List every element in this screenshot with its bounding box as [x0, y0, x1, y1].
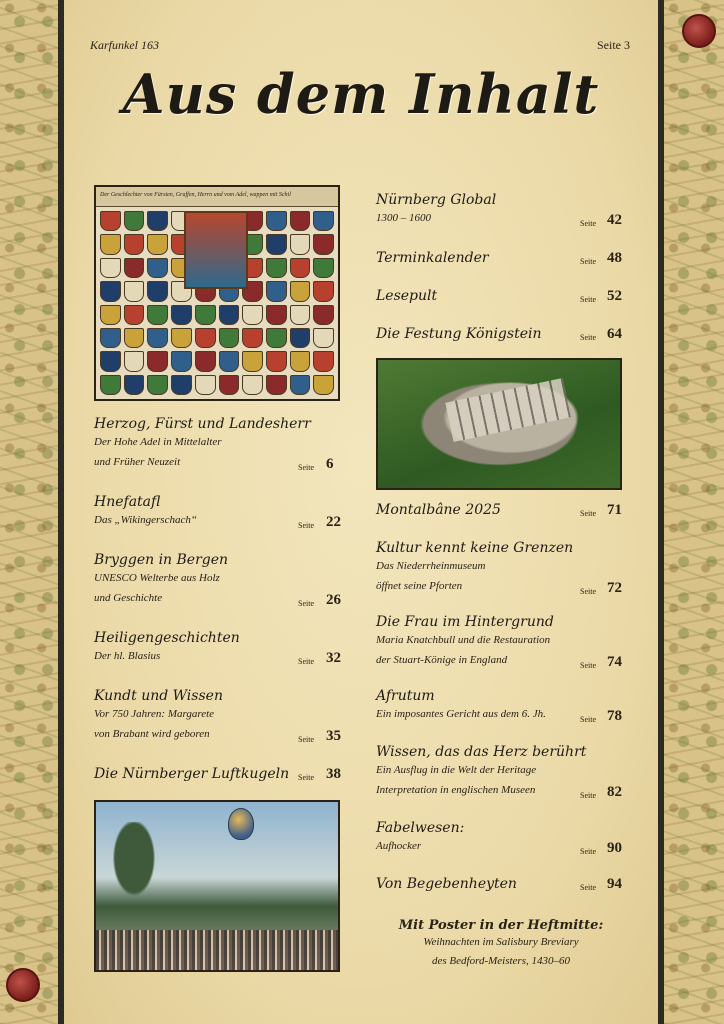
page-ref: 35 [326, 728, 341, 744]
shield-icon [266, 234, 287, 254]
toc-entry[interactable] [376, 614, 626, 670]
toc-entry-subtitle: der Stuart-Könige in England [376, 654, 508, 666]
toc-entry[interactable] [376, 326, 626, 342]
shield-icon [242, 351, 263, 371]
shield-icon [266, 328, 287, 348]
toc-entry-title: Fabelwesen: [376, 820, 465, 836]
shield-icon [124, 234, 145, 254]
page-label: Seite [298, 463, 314, 472]
page-ref: 90 [607, 840, 622, 856]
toc-entry-title: Herzog, Fürst und Landesherr [94, 416, 311, 432]
page-label: Seite [580, 587, 596, 596]
toc-entry[interactable] [94, 630, 344, 666]
shield-icon [124, 211, 145, 231]
toc-entry-title: Heiligengeschichten [94, 630, 240, 646]
shield-icon [313, 234, 334, 254]
shield-icon [100, 328, 121, 348]
toc-entry-title: Montalbâne 2025 [376, 502, 501, 518]
shield-icon [195, 328, 216, 348]
shield-icon [290, 258, 311, 278]
page-ref: 32 [326, 650, 341, 666]
shield-icon [147, 375, 168, 395]
tree [104, 822, 164, 912]
shield-icon [195, 351, 216, 371]
toc-entry-title: Die Nürnberger Luftkugeln [94, 766, 290, 782]
shield-icon [313, 281, 334, 301]
shield-icon [313, 258, 334, 278]
shield-icon [147, 258, 168, 278]
shield-icon [171, 351, 192, 371]
shield-icon [219, 351, 240, 371]
shield-icon [147, 351, 168, 371]
page-ref: 42 [607, 212, 622, 228]
coats-of-arms-image [94, 185, 340, 401]
shield-icon [100, 305, 121, 325]
page-ref: 22 [326, 514, 341, 530]
shield-icon [195, 375, 216, 395]
poster-title: Mit Poster in der Heftmitte: [398, 918, 604, 933]
shield-icon [100, 258, 121, 278]
page-ref: 26 [326, 592, 341, 608]
shield-icon [313, 328, 334, 348]
shield-icon [219, 305, 240, 325]
toc-entry-subtitle: Ein imposantes Gericht aus dem 6. Jh. [376, 708, 546, 720]
shield-icon [290, 305, 311, 325]
shield-icon [147, 305, 168, 325]
shield-icon [266, 375, 287, 395]
toc-entry[interactable] [376, 820, 626, 856]
page-label: Seite [298, 521, 314, 530]
page-label: Seite [580, 715, 596, 724]
toc-entry-subtitle: Interpretation in englischen Museen [376, 784, 536, 796]
page-label: Seite [298, 599, 314, 608]
page-label: Seite [580, 791, 596, 800]
toc-entry-title: Hnefatafl [94, 494, 161, 510]
shield-icon [290, 211, 311, 231]
shield-icon [290, 351, 311, 371]
shield-icon [266, 211, 287, 231]
magazine-issue: Karfunkel 163 [90, 38, 159, 52]
toc-entry-subtitle: UNESCO Welterbe aus Holz [94, 572, 220, 584]
page-label: Seite [298, 657, 314, 666]
shield-icon [290, 328, 311, 348]
shield-icon [219, 375, 240, 395]
shield-icon [124, 375, 145, 395]
page-ref: 74 [607, 654, 622, 670]
page-label: Seite [298, 773, 314, 782]
toc-entry-title: Kundt und Wissen [94, 688, 223, 704]
toc-entry-subtitle: öffnet seine Pforten [376, 580, 463, 592]
contents-page [64, 0, 658, 1024]
toc-entry-title: Wissen, das das Herz berührt [376, 744, 587, 760]
toc-entry-title: Von Begebenheyten [376, 876, 517, 892]
right-ornamental-border [658, 0, 724, 1024]
toc-entry-subtitle: 1300 – 1600 [376, 212, 431, 224]
shield-icon [242, 305, 263, 325]
shield-icon [266, 258, 287, 278]
toc-entry-subtitle: Vor 750 Jahren: Margarete [94, 708, 215, 720]
shield-icon [266, 281, 287, 301]
toc-entry-subtitle: und Geschichte [94, 592, 163, 604]
toc-entry-subtitle: Maria Knatchbull und die Restauration [376, 634, 551, 646]
toc-entry-subtitle: und Früher Neuzeit [94, 456, 181, 468]
toc-entry[interactable] [376, 876, 626, 892]
page-ref: 48 [607, 250, 622, 266]
toc-entry-subtitle: Der hl. Blasius [94, 650, 161, 662]
page-label: Seite [298, 735, 314, 744]
central-emblem [184, 211, 248, 289]
toc-entry-subtitle: von Brabant wird geboren [94, 728, 210, 740]
shield-icon [147, 328, 168, 348]
shield-icon [100, 375, 121, 395]
toc-entry-title: Bryggen in Bergen [94, 552, 229, 568]
shield-icon [124, 351, 145, 371]
shield-icon [290, 375, 311, 395]
shield-icon [313, 375, 334, 395]
toc-entry[interactable] [376, 688, 626, 724]
toc-entry-title: Lesepult [376, 288, 438, 304]
toc-entry-title: Kultur kennt keine Grenzen [376, 540, 574, 556]
shield-icon [290, 234, 311, 254]
page-label: Seite [580, 295, 596, 304]
crowd [96, 930, 338, 970]
shield-icon [266, 351, 287, 371]
page-ref: 71 [607, 502, 622, 518]
shield-icon [171, 375, 192, 395]
shield-icon [195, 305, 216, 325]
page-label: Seite [580, 883, 596, 892]
poster-note [376, 918, 626, 971]
page-title: Aus dem Inhalt [122, 62, 600, 126]
toc-entry[interactable] [376, 192, 626, 228]
shield-icon [100, 234, 121, 254]
toc-entry[interactable] [376, 540, 626, 596]
toc-entry[interactable] [94, 494, 344, 530]
shield-icon [100, 211, 121, 231]
toc-entry[interactable] [376, 288, 626, 304]
toc-entry[interactable] [94, 766, 344, 782]
toc-entry-subtitle: Der Hohe Adel in Mittelalter [94, 436, 222, 448]
shield-icon [147, 234, 168, 254]
page-ref: 72 [607, 580, 622, 596]
toc-entry-subtitle: Ein Ausflug in die Welt der Heritage [376, 764, 537, 776]
shield-icon [124, 305, 145, 325]
page-ref: 78 [607, 708, 622, 724]
shield-icon [171, 305, 192, 325]
hot-air-balloon-icon [228, 808, 254, 840]
shield-icon [124, 258, 145, 278]
balloon-painting-image [94, 800, 340, 972]
page-label: Seite [580, 661, 596, 670]
toc-entry[interactable] [376, 744, 626, 800]
page-ref: 38 [326, 766, 341, 782]
page-number: Seite 3 [597, 38, 630, 52]
toc-entry-title: Afrutum [376, 688, 435, 704]
fortress-buildings [445, 378, 571, 442]
shield-icon [313, 211, 334, 231]
shield-icon [219, 328, 240, 348]
page-label: Seite [580, 509, 596, 518]
page-ref: 94 [607, 876, 622, 892]
wax-seal-icon [6, 968, 40, 1002]
toc-entry-title: Nürnberg Global [376, 192, 497, 208]
toc-entry[interactable] [94, 688, 344, 744]
shield-icon [147, 281, 168, 301]
festung-koenigstein-photo [376, 358, 622, 490]
toc-entry[interactable] [94, 416, 344, 472]
shield-icon [100, 281, 121, 301]
shield-icon [147, 211, 168, 231]
shield-icon [171, 328, 192, 348]
page-ref: 64 [607, 326, 622, 342]
toc-entry[interactable] [376, 250, 626, 266]
toc-entry-title: Die Frau im Hintergrund [376, 614, 554, 630]
shield-icon [124, 281, 145, 301]
page-label: Seite [580, 257, 596, 266]
wax-seal-icon [682, 14, 716, 48]
shield-icon [100, 351, 121, 371]
shield-icon [242, 375, 263, 395]
toc-entry-subtitle: Das „Wikingerschach“ [94, 514, 197, 526]
shield-icon [313, 305, 334, 325]
page-ref: 6 [326, 456, 334, 472]
toc-entry[interactable] [376, 502, 626, 518]
left-ornamental-border [0, 0, 64, 1024]
arms-banner [96, 187, 338, 207]
shield-icon [266, 305, 287, 325]
toc-entry-subtitle: Aufhocker [376, 840, 422, 852]
page-label: Seite [580, 333, 596, 342]
toc-entry[interactable] [94, 552, 344, 608]
toc-entry-subtitle: Das Niederrheinmuseum [376, 560, 486, 572]
toc-entry-title: Terminkalender [376, 250, 489, 266]
page-label: Seite [580, 219, 596, 228]
page-ref: 52 [607, 288, 622, 304]
shield-icon [290, 281, 311, 301]
arms-banner-text: Der Geschlechter von Fürsten, Graffen, Herrn und vom Adel, wappen mit Schil [100, 192, 291, 198]
shield-icon [124, 328, 145, 348]
toc-entry-title: Die Festung Königstein [376, 326, 542, 342]
shield-icon [313, 351, 334, 371]
shield-icon [242, 328, 263, 348]
page-label: Seite [580, 847, 596, 856]
poster-line: Weihnachten im Salisbury Breviary [423, 936, 579, 948]
page-ref: 82 [607, 784, 622, 800]
poster-line: des Bedford-Meisters, 1430–60 [432, 955, 570, 967]
